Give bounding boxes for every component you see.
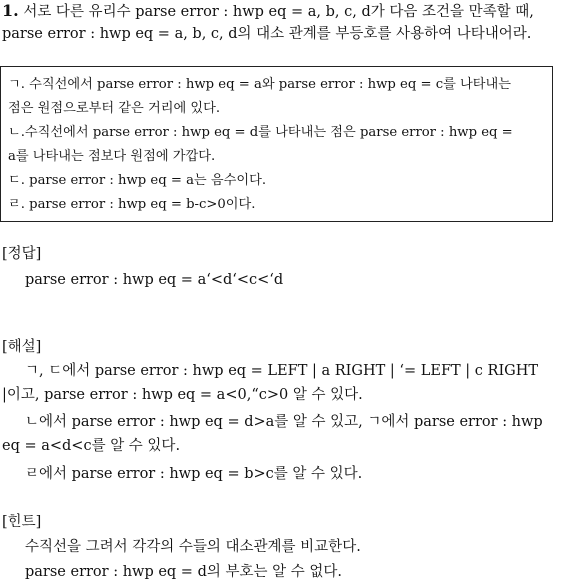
explanation-line: |이고, parse error : hwp eq = a<0,“c>0 알 수 있다.: [2, 387, 363, 403]
explanation-line: ㄹ에서 parse error : hwp eq = b>c를 알 수 있다.: [25, 466, 363, 482]
problem-line-1: [2, 2, 534, 21]
problem-line-2: parse error : hwp eq = a, b, c, d의 대소 관계를 부등호를 사용하여 나타내어라.: [2, 26, 532, 42]
condition-line: ㄹ. parse error : hwp eq = b-c>0이다.: [8, 197, 256, 212]
explanation-heading: [해설]: [2, 339, 42, 355]
condition-line: a를 나타내는 점보다 원점에 가깝다.: [8, 149, 216, 164]
hint-line: 수직선을 그려서 각각의 수들의 대소관계를 비교한다.: [25, 539, 361, 555]
problem-text-1: 서로 다른 유리수 parse error : hwp eq = a, b, c, d가 다음 조건을 만족할 때,: [23, 4, 534, 20]
hint-heading: [힌트]: [2, 514, 42, 530]
hint-line: parse error : hwp eq = d의 부호는 알 수 없다.: [25, 564, 342, 580]
condition-line: 점은 원점으로부터 같은 거리에 있다.: [8, 101, 221, 116]
explanation-line: ㄱ, ㄷ에서 parse error : hwp eq = LEFT | a RIGHT | ‘= LEFT | c RIGHT: [25, 363, 539, 379]
conditions-box: [0, 66, 553, 222]
condition-line: ㄴ.수직선에서 parse error : hwp eq = d를 나타내는 점은 parse error : hwp eq =: [8, 125, 513, 140]
answer-text: parse error : hwp eq = a‘<d‘<c<‘d: [25, 272, 284, 288]
explanation-line: ㄴ에서 parse error : hwp eq = d>a를 알 수 있고, ㄱ에서 parse error : hwp: [25, 414, 543, 430]
condition-line: ㄷ. parse error : hwp eq = a는 음수이다.: [8, 173, 267, 188]
condition-line: ㄱ. 수직선에서 parse error : hwp eq = a와 parse error : hwp eq = c를 나타내는: [8, 77, 511, 92]
answer-heading: [정답]: [2, 246, 42, 262]
problem-number: 1.: [2, 1, 19, 20]
explanation-line: eq = a<d<c를 알 수 있다.: [2, 438, 181, 454]
